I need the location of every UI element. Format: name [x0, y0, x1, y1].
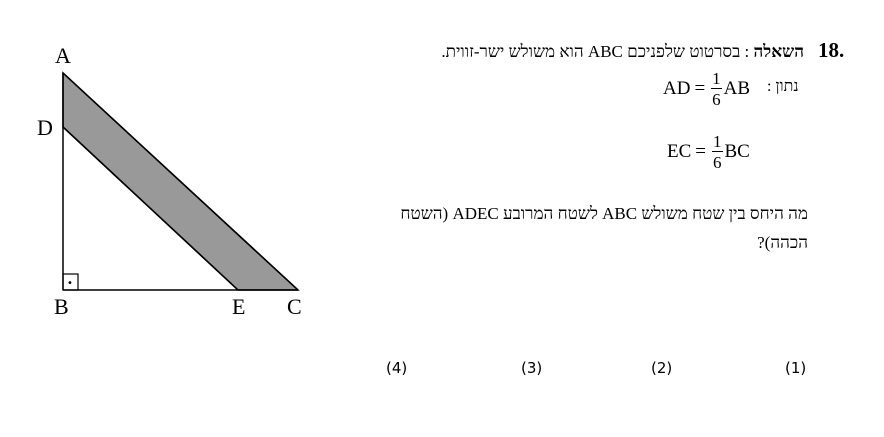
option-3[interactable]: (3): [521, 359, 543, 377]
eq2-right: BC: [724, 141, 750, 162]
eq2-denominator: 6: [713, 153, 722, 172]
question-intro-line: [441, 42, 804, 62]
equation-AD: [663, 70, 750, 108]
eq1-denominator: 6: [712, 90, 721, 109]
question-ask-line2: הכהה)?: [757, 233, 808, 252]
eq2-fraction: [712, 133, 723, 171]
question-heading: השאלה: [753, 42, 804, 61]
heading-separator: :: [740, 42, 754, 61]
vertex-label-D: D: [37, 115, 53, 140]
question-number: 18.: [818, 38, 845, 62]
eq1-fraction: [711, 70, 722, 108]
vertex-label-A: A: [55, 43, 71, 68]
eq2-equals: =: [695, 141, 706, 162]
eq1-equals: =: [694, 78, 706, 99]
question-intro: בסרטוט שלפניכם ABC הוא משולש ישר-זווית.: [441, 42, 741, 61]
eq2-left: EC: [667, 141, 692, 162]
side-AC: [63, 73, 298, 290]
option-1[interactable]: (1): [785, 359, 807, 377]
option-2[interactable]: (2): [651, 359, 673, 377]
given-label: נתון :: [767, 78, 799, 95]
vertex-label-E: E: [232, 294, 246, 319]
triangle-figure: [0, 0, 330, 330]
option-4[interactable]: (4): [386, 359, 408, 377]
vertex-label-B: B: [54, 294, 69, 319]
eq2-numerator: 1: [713, 132, 722, 151]
eq1-numerator: 1: [712, 69, 721, 88]
right-angle-dot: •: [67, 278, 73, 289]
question-ask-line1: מה היחס בין שטח משולש ABC לשטח המרובע ADEC (השטח: [400, 204, 808, 223]
equation-EC: [667, 133, 750, 171]
question-ask: [338, 199, 808, 257]
segment-DE: [63, 127, 238, 290]
eq1-left: AD: [663, 78, 691, 99]
vertex-label-C: C: [287, 294, 302, 319]
eq1-right: AB: [723, 78, 751, 99]
